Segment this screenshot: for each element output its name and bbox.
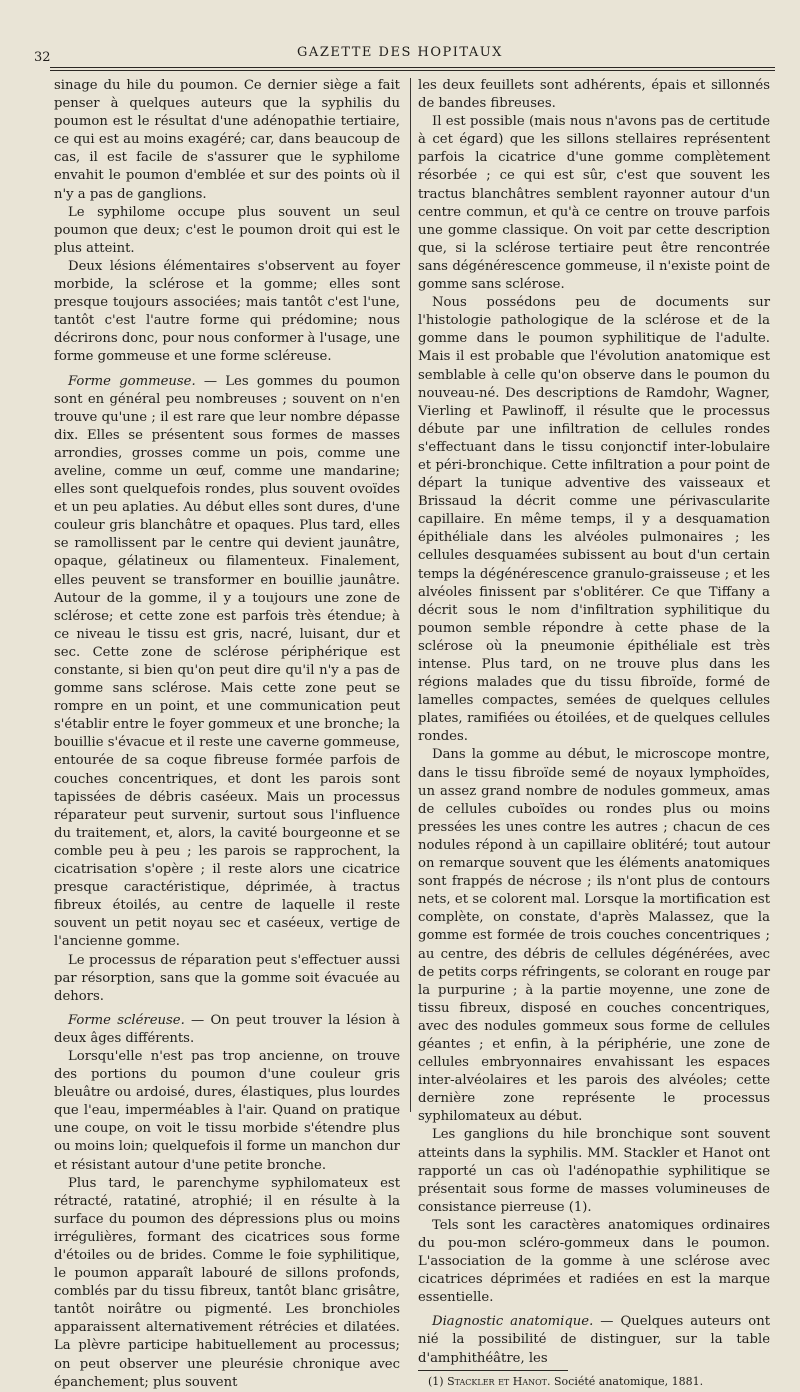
left-column: [54, 77, 400, 1392]
section-run-in: Forme gommeuse.: [68, 373, 196, 389]
footnote: [418, 1375, 770, 1389]
paragraph: Nous possédons peu de documents sur l'histologie pathologique de la sclérose et de la gomme dans le poumon syphilitique de l'adulte. Mais il est probable que l'évolution anatomique est semblable à celle qu'on observe dans le poumon du nouveau-né. Des descriptions de Ramdohr, Wagner, Vierling et Pawlinoff, il résulte que le processus débute par une infiltration de cellules rondes s'effectuant dans le tissu conjonctif inter-lobulaire et péri-bronchique. Cette infiltration a pour point de départ la tunique adventive des vaisseaux et Brissaud la décrit comme une périvascularite capillaire. En même temps, il y a desquamation épithéliale dans les alvéoles pulmonaires ; les cellules desquamées subissent au bout d'un certain temps la dégénérescence granulo-graisseuse ; et les alvéoles finissent par s'oblitérer. Ce que Tiffany a décrit sous le nom d'infiltration syphilitique du poumon semble répondre à cette phase de la sclérose où la pneumonie épithéliale est très intense. Plus tard, on ne trouve plus dans les régions malades que du tissu fibroïde, formé de lamelles compactes, semées de quelques cellules plates, ramifiées ou étoilées, et de quelques cellules rondes.: [418, 295, 770, 745]
section-paragraph: [54, 373, 400, 952]
paragraph: Les ganglions du hile bronchique sont souvent atteints dans la syphilis. MM. Stackler et Hanot ont rapporté un cas où l'adénopathie syphilitique se présentait sous forme de masses volumineuses de consistance pierreuse (1).: [418, 1127, 770, 1215]
right-column: [418, 77, 770, 1389]
paragraph: Lorsqu'elle n'est pas trop ancienne, on trouve des portions du poumon d'une couleur gris bleuâtre ou ardoisé, dures, élastiques, plus lourdes que l'eau, imperméables à l'air. Quand on pratique une coupe, on voit le tissu morbide s'étendre plus ou moins loin; quelquefois il forme un manchon dur et résistant autour d'une petite bronche.: [54, 1048, 400, 1173]
paragraph: Il est possible (mais nous n'avons pas de certitude à cet égard) que les sillons stellaires représentent parfois la cicatrice d'une gomme complètement résorbée ; ce qui est sûr, c'est que souvent les tractus blanchâtres semblent rayonner autour d'un centre commun, et qu'à ce centre on trouve parfois une gomme classique. On voit par cette description que, si la sclérose tertiaire peut être rencontrée sans dégénérescence gommeuse, il n'existe point de gomme sans sclérose.: [418, 114, 770, 293]
section-paragraph: [54, 1012, 400, 1048]
header-rule: [50, 67, 775, 68]
paragraph-body: — Les gommes du poumon sont en général peu nombreuses ; souvent on n'en trouve qu'une ; il est rare que leur nombre dépasse dix. Elles se présentent sous formes de masses arrondies, grosses comme un pois, comme une aveline, comme un œuf, comme une mandarine; elles sont quelquefois rondes, plus souvent ovoïdes et un peu aplaties. Au début elles sont dures, d'une couleur gris blanchâtre et opaques. Plus tard, elles se ramollissent par le centre qui devient jaunâtre, opaque, gélatineux ou filamenteux. Finalement, elles peuvent se transformer en bouillie jaunâtre. Autour de la gomme, il y a toujours une zone de sclérose; et cette zone est parfois très étendue; à ce niveau le tissu est gris, nacré, luisant, dur et sec. Cette zone de sclérose périphérique est constante, si bien qu'on peut dire qu'il n'y a pas de gomme sans sclérose. Mais cette zone peut se rompre en un point, et une communication peut s'établir entre le foyer gommeux et une bronche; la bouillie s'évacue et il reste une caverne gommeuse, entourée de sa coque fibreuse formée parfois de couches concentriques, et dont les parois sont tapissées de débris caséeux. Mais un processus réparateur peut survenir, surtout sous l'influence du traitement, et, alors, la cavité bourgeonne et se comble peu à peu ; les parois se rapprochent, la cicatrisation s'opère ; il reste alors une cicatrice presque caractéristique, déprimée, à tractus fibreux étoilés, au centre de laquelle il reste souvent un petit noyau sec et caséeux, vertige de l'ancienne gomme.: [54, 373, 400, 950]
paragraph: sinage du hile du poumon. Ce dernier siège a fait penser à quelques auteurs que la syphilis du poumon est le résultat d'une adénopathie tertiaire, ce qui est au moins exagéré; car, dans beaucoup de cas, il est facile de s'assurer que le syphilome envahit le poumon d'emblée et sur des points où il n'y a pas de ganglions.: [54, 78, 400, 202]
paragraph: Tels sont les caractères anatomiques ordinaires du pou-mon scléro-gommeux dans le poumon. L'association de la gomme à une sclérose avec cicatrices déprimées et radiées en est la marque essentielle.: [418, 1217, 770, 1306]
footnote-marker: (1): [428, 1374, 444, 1388]
header-rule-double: [50, 70, 775, 71]
running-title: GAZETTE DES HOPITAUX: [297, 45, 503, 60]
column-divider: [410, 78, 411, 1112]
paragraph: Plus tard, le parenchyme syphilomateux est rétracté, ratatiné, atrophié; il en résulte à la surface du poumon des dépressions plus ou moins irrégulières, formant des cicatrices sous forme d'étoiles ou de brides. Comme le foie syphilitique, le poumon apparaît labouré de sillons profonds, comblés par du tissu fibreux, tantôt blanc grisâtre, tantôt noirâtre ou pigmenté. Les bronchioles apparaissent alternativement rétrécies et dilatées. La plèvre participe habituellement au processus; on peut observer une pleurésie chronique avec épanchement; plus souvent: [54, 1175, 400, 1390]
paragraph-body: — On peut trouver la lésion à deux âges différents.: [54, 1012, 400, 1046]
paragraph: Dans la gomme au début, le microscope montre, dans le tissu fibroïde semé de noyaux lymphoïdes, un assez grand nombre de nodules gommeux, amas de cellules cuboïdes ou rondes plus ou moins pressées les unes contre les autres ; chacun de ces nodules répond à un capillaire oblitéré; tout autour on remarque souvent que les éléments anatomiques sont frappés de nécrose ; ils n'ont plus de contours nets, et se colorent mal. Lorsque la mortification est complète, on constate, d'après Malassez, que la gomme est formée de trois couches concentriques ; au centre, des débris de cellules dégénérées, avec de petits corps réfringents, se colorant en rouge par la purpurine ; à la partie moyenne, une zone de tissu fibreux, disposé en couches concentriques, avec des nodules gommeux sous forme de cellules géantes ; et enfin, à la périphérie, une zone de cellules embryonnaires envahissant les espaces inter-alvéolaires et les parois des alvéoles; cette dernière zone représente le processus syphilomateux au début.: [418, 747, 770, 1125]
section-run-in: Forme scléreuse.: [68, 1012, 185, 1028]
footnote-authors: Stackler et Hanot.: [447, 1374, 551, 1388]
paragraph: les deux feuillets sont adhérents, épais et sillonnés de bandes fibreuses.: [418, 78, 770, 112]
section-paragraph: [418, 1313, 770, 1367]
section-run-in: Diagnostic anatomique.: [432, 1314, 594, 1330]
paragraph: Le processus de réparation peut s'effectuer aussi par résorption, sans que la gomme soit évacuée au dehors.: [54, 952, 400, 1004]
page-number: 32: [34, 50, 51, 65]
footnote-rule: [418, 1370, 568, 1371]
paragraph-body: — Quelques auteurs ont nié la possibilité de distinguer, sur la table d'amphithéâtre, les: [418, 1314, 770, 1366]
footnote-text: Société anatomique, 1881.: [554, 1374, 704, 1388]
paragraph: Deux lésions élémentaires s'observent au foyer morbide, la sclérose et la gomme; elles sont presque toujours associées; mais tantôt c'est l'une, tantôt c'est l'autre forme qui prédomine; nous décrirons donc, pour nous conformer à l'usage, une forme gommeuse et une forme scléreuse.: [54, 258, 400, 365]
paragraph: Le syphilome occupe plus souvent un seul poumon que deux; c'est le poumon droit qui est le plus atteint.: [54, 204, 400, 256]
